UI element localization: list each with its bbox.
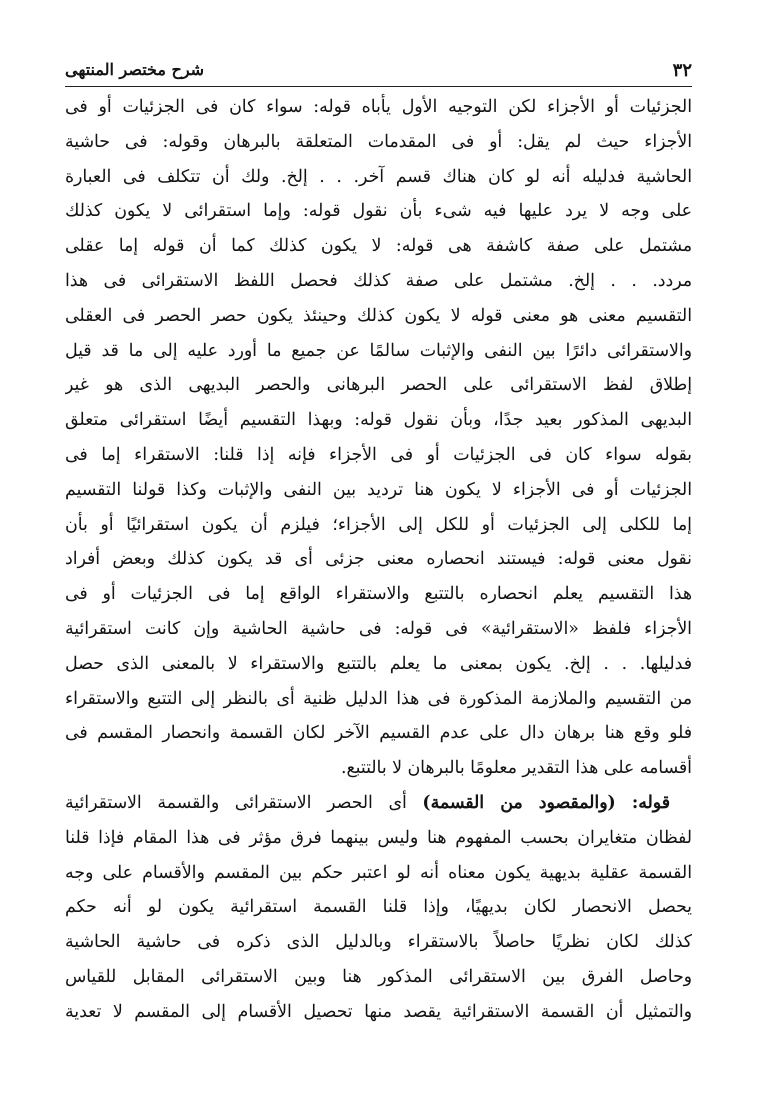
line-text: نقول معنى قوله: فيستند انحصاره معنى جزئى أى قد يكون كذلك وبعض أفراد [65, 549, 692, 570]
text-line [65, 299, 692, 334]
text-line [65, 577, 692, 612]
running-title: شرح مختصر المنتهى [65, 60, 205, 79]
line-text: فلو وقع هنا برهان دال على عدم القسيم الآخر لكان القسمة وانحصار المقسم فى [65, 723, 692, 744]
line-text: إما للكلى إلى الجزئيات أو للكل إلى الأجزاء؛ فيلزم أن يكون استقرائيًا أو بأن [65, 514, 692, 535]
line-text: البديهى المذكور بعيد جدًا، وبأن نقول قوله: وبهذا التقسيم أيضًا استقرائى متعلق [65, 410, 692, 431]
page-number: ٣٢ [672, 60, 692, 81]
text-line [65, 194, 692, 229]
text-line [65, 751, 692, 786]
text-line [65, 716, 692, 751]
text-line [65, 995, 692, 1030]
text-line [65, 229, 692, 264]
line-text: التقسيم معنى هو معنى قوله لا يكون كذلك وحينئذ يكون حصر الحصر فى العقلى [65, 305, 692, 326]
line-text: هذا التقسيم يعلم انحصاره بالتتبع والاستقراء الواقع إما فى الجزئيات أو فى [65, 584, 692, 605]
line-text: الأجزاء حيث لم يقل: أو فى المقدمات المتعلقة بالبرهان وقوله: فى حاشية [65, 131, 692, 152]
line-text: وحاصل الفرق بين الاستقرائى المذكور هنا وبين الاستقرائى المقابل للقياس [65, 966, 692, 987]
line-text: لفظان متغايران بحسب المفهوم هنا وليس بينهما فرق مؤثر فى هذا المقام فإذا قلنا [65, 827, 692, 848]
text-line [65, 125, 692, 160]
line-text: إطلاق لفظ الاستقرائى على الحصر البرهانى والحصر البديهى الذى هو غير [65, 375, 692, 396]
text-line [65, 508, 692, 543]
text-line [65, 786, 692, 821]
line-text: على وجه لا يرد عليها فيه شىء بأن نقول قوله: وإما استقرائى لا يكون كذلك [65, 201, 692, 222]
text-line [65, 542, 692, 577]
line-text: مشتمل على صفة كاشفة هى قوله: لا يكون كذلك كما أن قوله إما عقلى [65, 236, 692, 257]
text-line [65, 890, 692, 925]
text-line [65, 612, 692, 647]
line-text: من التقسيم والملازمة المذكورة فى هذا الدليل ظنية أى بالنظر إلى التتبع والاستقراء [65, 688, 692, 709]
line-text: الجزئيات أو فى الأجزاء لا يكون هنا ترديد بين النفى والإثبات وكذا قولنا التقسيم [65, 479, 692, 500]
line-text: والتمثيل أن القسمة الاستقرائية يقصد منها تحصيل الأقسام إلى المقسم لا تعدية [65, 1001, 692, 1022]
text-line [65, 90, 692, 125]
line-text: فدليلها. . . إلخ. يكون بمعنى ما يعلم بالتتبع والاستقراء لا بالمعنى الذى حصل [65, 653, 692, 674]
body-text [65, 90, 692, 1030]
line-text: الحاشية فدليله أنه لو كان هناك قسم آخر. . . إلخ. ولك أن تتكلف فى العبارة [65, 166, 692, 187]
text-line [65, 925, 692, 960]
line-text: الأجزاء فلفظ «الاستقرائية» فى قوله: فى حاشية الحاشية وإن كانت استقرائية [65, 618, 692, 639]
line-text: يحصل الانحصار لكان بديهيًا، وإذا قلنا القسمة استقرائية يكون لو أنه حكم [65, 897, 692, 918]
text-line [65, 821, 692, 856]
text-line [65, 682, 692, 717]
text-line [65, 403, 692, 438]
page-header [65, 50, 692, 87]
text-line [65, 334, 692, 369]
line-text: أى الحصر الاستقرائى والقسمة الاستقرائية [65, 792, 423, 813]
line-text: كذلك لكان نظريًا حاصلاً بالاستقراء وبالدليل الذى ذكره فى حاشية الحاشية [65, 932, 692, 953]
line-text: بقوله سواء كان فى الجزئيات أو فى الأجزاء فإنه إذا قلنا: الاستقراء إما فى [65, 444, 692, 465]
text-line [65, 647, 692, 682]
line-text: أقسامه على هذا التقدير معلومًا بالبرهان لا بالتتبع. [340, 758, 692, 779]
text-line [65, 438, 692, 473]
line-text: القسمة عقلية بديهية يكون معناه أنه لو اعتبر حكم بين المقسم والأقسام على وجه [65, 862, 692, 883]
text-line [65, 160, 692, 195]
text-line [65, 960, 692, 995]
line-text: مردد. . . إلخ. مشتمل على صفة كذلك فحصل اللفظ الاستقرائى فى هذا [65, 270, 692, 291]
text-line [65, 473, 692, 508]
text-line [65, 264, 692, 299]
commentary-lemma: قوله: (والمقصود من القسمة) [422, 792, 670, 813]
line-text: الجزئيات أو الأجزاء لكن التوجيه الأول يأباه قوله: سواء كان فى الجزئيات أو فى [65, 97, 692, 117]
text-line [65, 856, 692, 891]
text-line [65, 368, 692, 403]
line-text: والاستقرائى دائرًا بين النفى والإثبات سالمًا عن جميع ما أورد عليه إلى ما قد قيل [65, 340, 692, 361]
